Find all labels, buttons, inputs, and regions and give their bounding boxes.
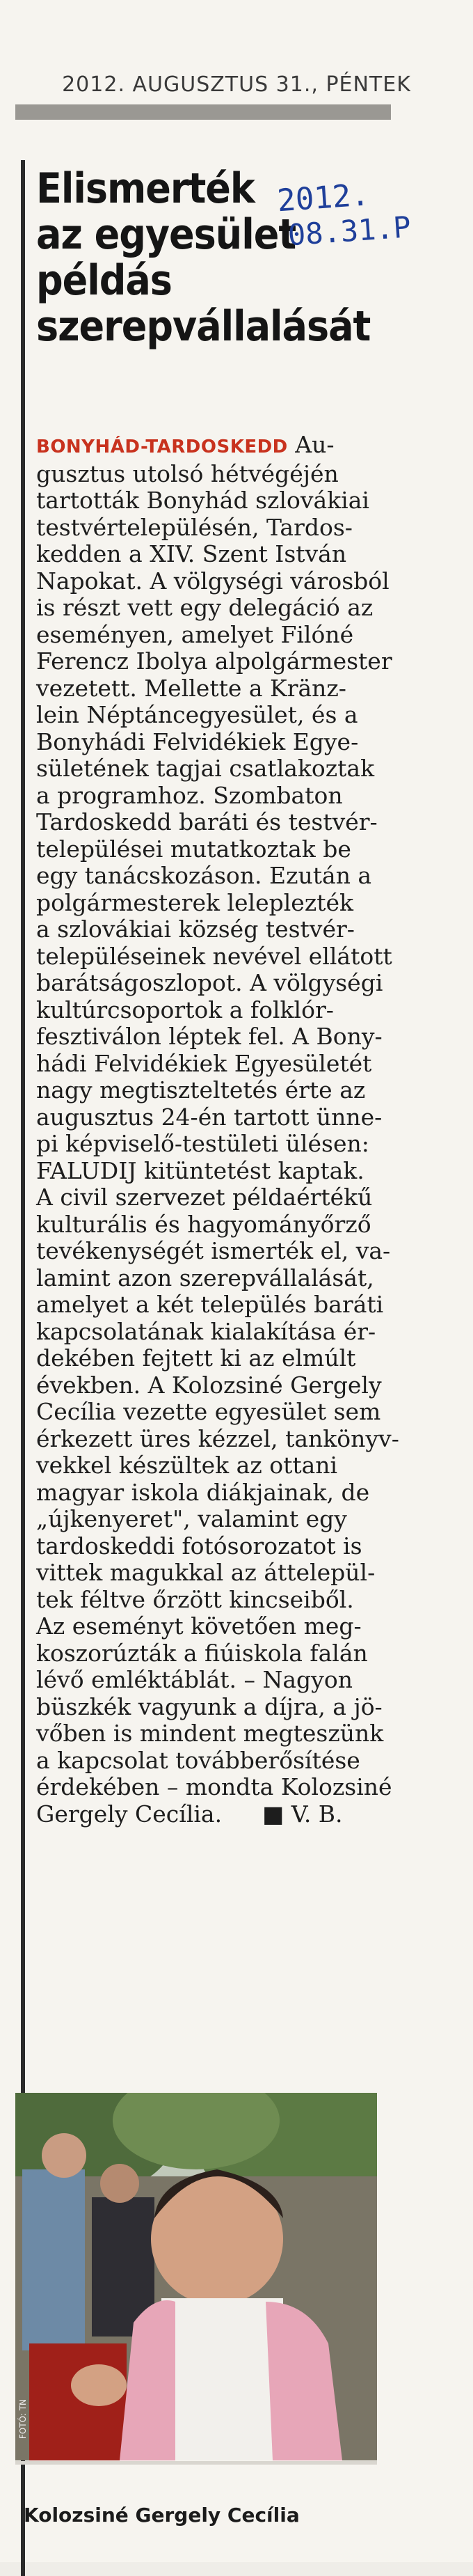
article-line: Gergely Cecília. (36, 1800, 223, 1828)
article-line: egy tanácskozáson. Ezután a (36, 862, 372, 889)
article-line: testvértelepülésén, Tardos- (36, 513, 353, 541)
article-line-last (36, 1801, 383, 1828)
article-line: polgármesterek leleplezték (36, 888, 354, 916)
article-line: kedden a XIV. Szent István (36, 540, 347, 567)
article-line: koszorúzták a fiúiskola falán (36, 1639, 368, 1667)
article-line: Tardoskedd baráti és testvér- (36, 808, 378, 835)
article-line: településeinek nevével ellátott (36, 942, 392, 970)
article-line: lévő emléktáblát. – Nagyon (36, 1666, 353, 1693)
author-signature: ■ V. B. (262, 1800, 343, 1828)
article-line: „újkenyeret", valamint egy (36, 1505, 347, 1532)
article-line: Az eseményt követően meg- (36, 1612, 362, 1640)
article-line: barátságoszlopot. A völgységi (36, 969, 383, 996)
article-line: települései mutatkoztak be (36, 835, 351, 863)
photo-credit: FOTÓ: TN (18, 2399, 28, 2440)
article-line: eseményen, amelyet Filóné (36, 620, 354, 648)
headline-line-2: az egyesület (36, 210, 296, 259)
article-line: vekkel készültek az ottani (36, 1452, 338, 1479)
article-line: vezetett. Mellette a Kränz- (36, 674, 346, 702)
handwritten-day: 08.31.P (287, 210, 412, 253)
article-line: FALUDIJ kitüntetést kaptak. (36, 1156, 364, 1184)
article-line: fesztiválon léptek fel. A Bony- (36, 1023, 383, 1050)
photo-caption: Kolozsiné Gergely Cecília (24, 2504, 300, 2527)
article-line: a szlovákiai község testvér- (36, 916, 355, 943)
article-line: a kapcsolat továbberősítése (36, 1746, 360, 1774)
article-line: büszkék vagyunk a díjra, a jö- (36, 1693, 383, 1720)
article-line: érdekében – mondta Kolozsiné (36, 1773, 392, 1800)
article-line: pi képviselő-testületi ülésen: (36, 1130, 369, 1157)
article-line: kulturális és hagyományőrző (36, 1210, 371, 1238)
article-line: sületének tagjai csatlakoztak (36, 755, 375, 782)
header-band (15, 104, 391, 120)
article-body (36, 431, 399, 1828)
headline-line-4: szerepvállalását (36, 302, 371, 351)
article-line: lamint azon szerepvállalását, (36, 1264, 374, 1291)
article-line: a programhoz. Szombaton (36, 781, 343, 809)
photo-illustration (15, 2093, 377, 2460)
headline-line-1: Elismerték (36, 164, 255, 213)
article-line: dekében fejtett ki az elmúlt (36, 1344, 356, 1372)
article-line: hádi Felvidékiek Egyesületét (36, 1049, 372, 1077)
article-line: is részt vett egy delegáció az (36, 594, 374, 621)
article-line: években. A Kolozsiné Gergely (36, 1371, 382, 1399)
handwritten-year: 2012. (275, 177, 371, 219)
article-line: Cecília vezette egyesület sem (36, 1398, 381, 1425)
article-line: vőben is mindent megteszünk (36, 1720, 384, 1747)
article-line: gusztus utolsó hétvégéjén (36, 460, 339, 487)
article-line: kapcsolatának kialakítása ér- (36, 1317, 376, 1345)
caption-divider (15, 2461, 377, 2465)
article-line: nagy megtiszteltetés érte az (36, 1076, 366, 1104)
article-kicker: BONYHÁD-TARDOSKEDD (36, 437, 288, 457)
headline-line-3: példás (36, 256, 172, 305)
article-line: tardoskeddi fotósorozatot is (36, 1532, 362, 1560)
article-line: érkezett üres kézzel, tankönyv- (36, 1424, 399, 1452)
handwritten-date-note (276, 172, 447, 253)
article-line: tek féltve őrzött kincseiből. (36, 1585, 354, 1613)
article-line: Bonyhádi Felvidékiek Egye- (36, 728, 359, 755)
article-line: kultúrcsoportok a folklór- (36, 996, 334, 1023)
article-line: magyar iskola diákjainak, de (36, 1478, 370, 1506)
dateline: 2012. AUGUSZTUS 31., PÉNTEK (62, 72, 411, 97)
article-line: vittek magukkal az áttelepül- (36, 1559, 376, 1586)
article-line: amelyet a két település baráti (36, 1291, 384, 1318)
article-line: Ferencz Ibolya alpolgármester (36, 647, 392, 675)
article-line: Au- (287, 431, 335, 458)
article-line: tartották Bonyhád szlovákiai (36, 487, 369, 514)
article-line: A civil szervezet példaértékű (36, 1184, 373, 1211)
article-line-first (36, 432, 383, 461)
article-line: Napokat. A völgységi városból (36, 567, 390, 595)
portrait-photo (15, 2093, 377, 2460)
article-line: lein Néptáncegyesület, és a (36, 701, 358, 728)
article-line: augusztus 24-én tartott ünne- (36, 1103, 383, 1131)
article-line: tevékenységét ismerték el, va- (36, 1237, 391, 1264)
